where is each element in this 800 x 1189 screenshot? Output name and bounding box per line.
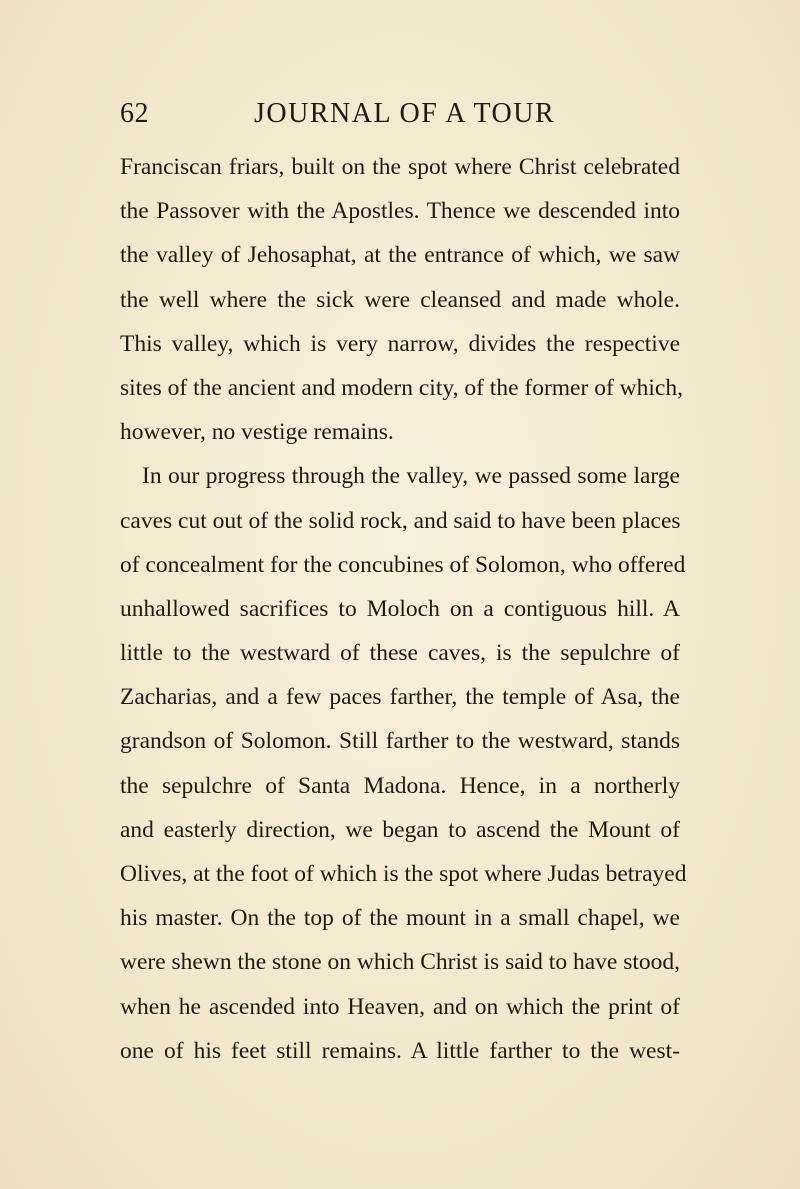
text-line: little to the westward of these caves, is the sepulchre of: [120, 640, 680, 667]
text-line: the sepulchre of Santa Madona. Hence, in a northerly: [120, 772, 680, 799]
text-line: caves cut out of the solid rock, and said to have been places: [120, 507, 681, 534]
text-line: Franciscan friars, built on the spot where Christ celebrated: [120, 154, 680, 180]
text-line: his master. On the top of the mount in a small chapel, we: [120, 905, 680, 932]
page-number: 62: [120, 98, 149, 129]
text-line: Zacharias, and a few paces farther, the temple of Asa, the: [120, 684, 680, 711]
text-line: Olives, at the foot of which is the spot where Judas betrayed: [120, 861, 687, 887]
text-line: the valley of Jehosaphat, at the entrance of which, we saw: [120, 242, 680, 269]
paragraph-end-line: however, no vestige remains.: [120, 419, 394, 446]
body-text: [120, 145, 687, 1073]
text-line: This valley, which is very narrow, divides the respective: [120, 330, 680, 357]
text-line: when he ascended into Heaven, and on which the print of: [120, 993, 680, 1020]
text-line: and easterly direction, we began to ascend the Mount of: [120, 816, 680, 843]
paragraph-start-line: In our progress through the valley, we passed some large: [142, 463, 680, 490]
text-line: were shewn the stone on which Christ is said to have stood,: [120, 949, 680, 976]
running-head: JOURNAL OF A TOUR: [254, 98, 556, 129]
text-line: the Passover with the Apostles. Thence we descended into: [120, 198, 680, 225]
text-line: the well where the sick were cleansed and made whole.: [120, 286, 680, 313]
page-header: [120, 98, 680, 138]
text-line: grandson of Solomon. Still farther to the westward, stands: [120, 728, 680, 755]
text-line: sites of the ancient and modern city, of the former of which,: [120, 374, 683, 401]
text-line: of concealment for the concubines of Solomon, who offered: [120, 551, 686, 578]
text-line: unhallowed sacrifices to Moloch on a contiguous hill. A: [120, 595, 680, 622]
text-line: one of his feet still remains. A little farther to the west-: [120, 1037, 680, 1064]
